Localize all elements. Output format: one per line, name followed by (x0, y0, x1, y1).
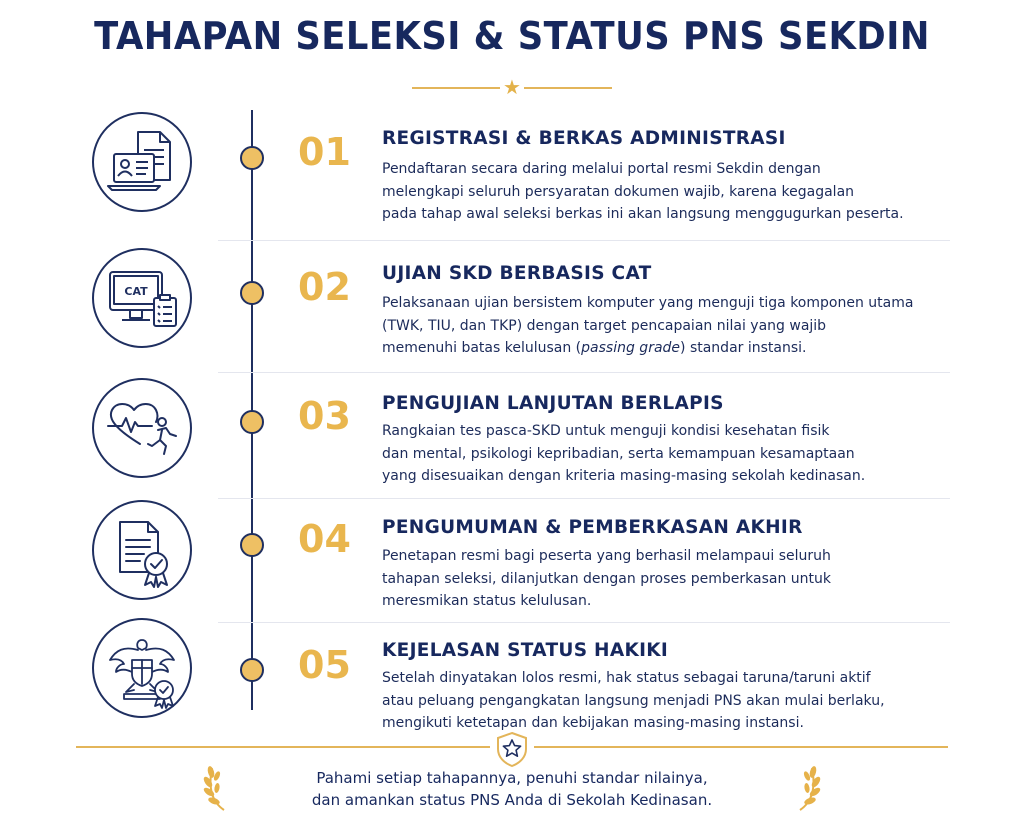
step-description: Rangkaian tes pasca-SKD untuk menguji kondisi kesehatan fisik dan mental, psikologi kepribadian, serta kemampuan kesamaptaan yang disesuaikan dengan kriteria masing-masing sekolah kedinasan. (382, 423, 866, 484)
ornament-line-right (524, 87, 612, 89)
document-laptop-icon (92, 112, 192, 212)
step-title: PENGUJIAN LANJUTAN BERLAPIS (382, 393, 724, 414)
timeline-dot (240, 533, 264, 557)
timeline-dot (240, 146, 264, 170)
footer-line-right (534, 746, 948, 748)
timeline-dot (240, 410, 264, 434)
step-description: Pelaksanaan ujian bersistem komputer yang menguji tiga komponen utama (TWK, TIU, dan TKP) dengan target pencapaian nilai yang wajib memenuhi batas kelulusan (passing grade) standar instansi. (382, 295, 914, 356)
step-title: UJIAN SKD BERBASIS CAT (382, 263, 652, 284)
step-title: PENGUMUMAN & PEMBERKASAN AKHIR (382, 517, 803, 538)
step-number: 02 (298, 265, 351, 309)
timeline-dot (240, 658, 264, 682)
cat-computer-icon (92, 248, 192, 348)
step-title: KEJELASAN STATUS HAKIKI (382, 640, 669, 661)
page-title: TAHAPAN SELEKSI & STATUS PNS SEKDIN (94, 14, 930, 58)
step-number: 03 (298, 394, 351, 438)
ornament-line-left (412, 87, 500, 89)
timeline-dot (240, 281, 264, 305)
step-description: Pendaftaran secara daring melalui portal resmi Sekdin dengan melengkapi seluruh persyaratan dokumen wajib, karena kegagalan pada tahap awal seleksi berkas ini akan langsung menggugurkan peserta. (382, 161, 904, 222)
star-icon: ★ (503, 75, 521, 99)
divider (218, 240, 950, 241)
footer-line-left (76, 746, 490, 748)
step-title: REGISTRASI & BERKAS ADMINISTRASI (382, 128, 786, 149)
divider (218, 498, 950, 499)
step-number: 05 (298, 643, 351, 687)
step-number: 04 (298, 517, 351, 561)
divider (218, 372, 950, 373)
svg-text:CAT: CAT (124, 285, 148, 298)
divider (218, 622, 950, 623)
title-ornament (412, 76, 612, 100)
step-number: 01 (298, 130, 351, 174)
shield-star-icon (493, 730, 531, 768)
heart-runner-icon (92, 378, 192, 478)
footer-message: Pahami setiap tahapannya, penuhi standar nilainya, dan amankan status PNS Anda di Sekolah Kedinasan. (311, 769, 713, 809)
step-description: Penetapan resmi bagi peserta yang berhasil melampaui seluruh tahapan seleksi, dilanjutkan dengan proses pemberkasan untuk meresmikan status kelulusan. (382, 548, 832, 609)
garuda-emblem-icon (92, 618, 192, 718)
certificate-badge-icon (92, 500, 192, 600)
step-description: Setelah dinyatakan lolos resmi, hak status sebagai taruna/taruni aktif atau peluang pengangkatan langsung menjadi PNS akan mulai berlaku, mengikuti ketetapan dan kebijakan masing-masing instansi. (382, 670, 885, 731)
